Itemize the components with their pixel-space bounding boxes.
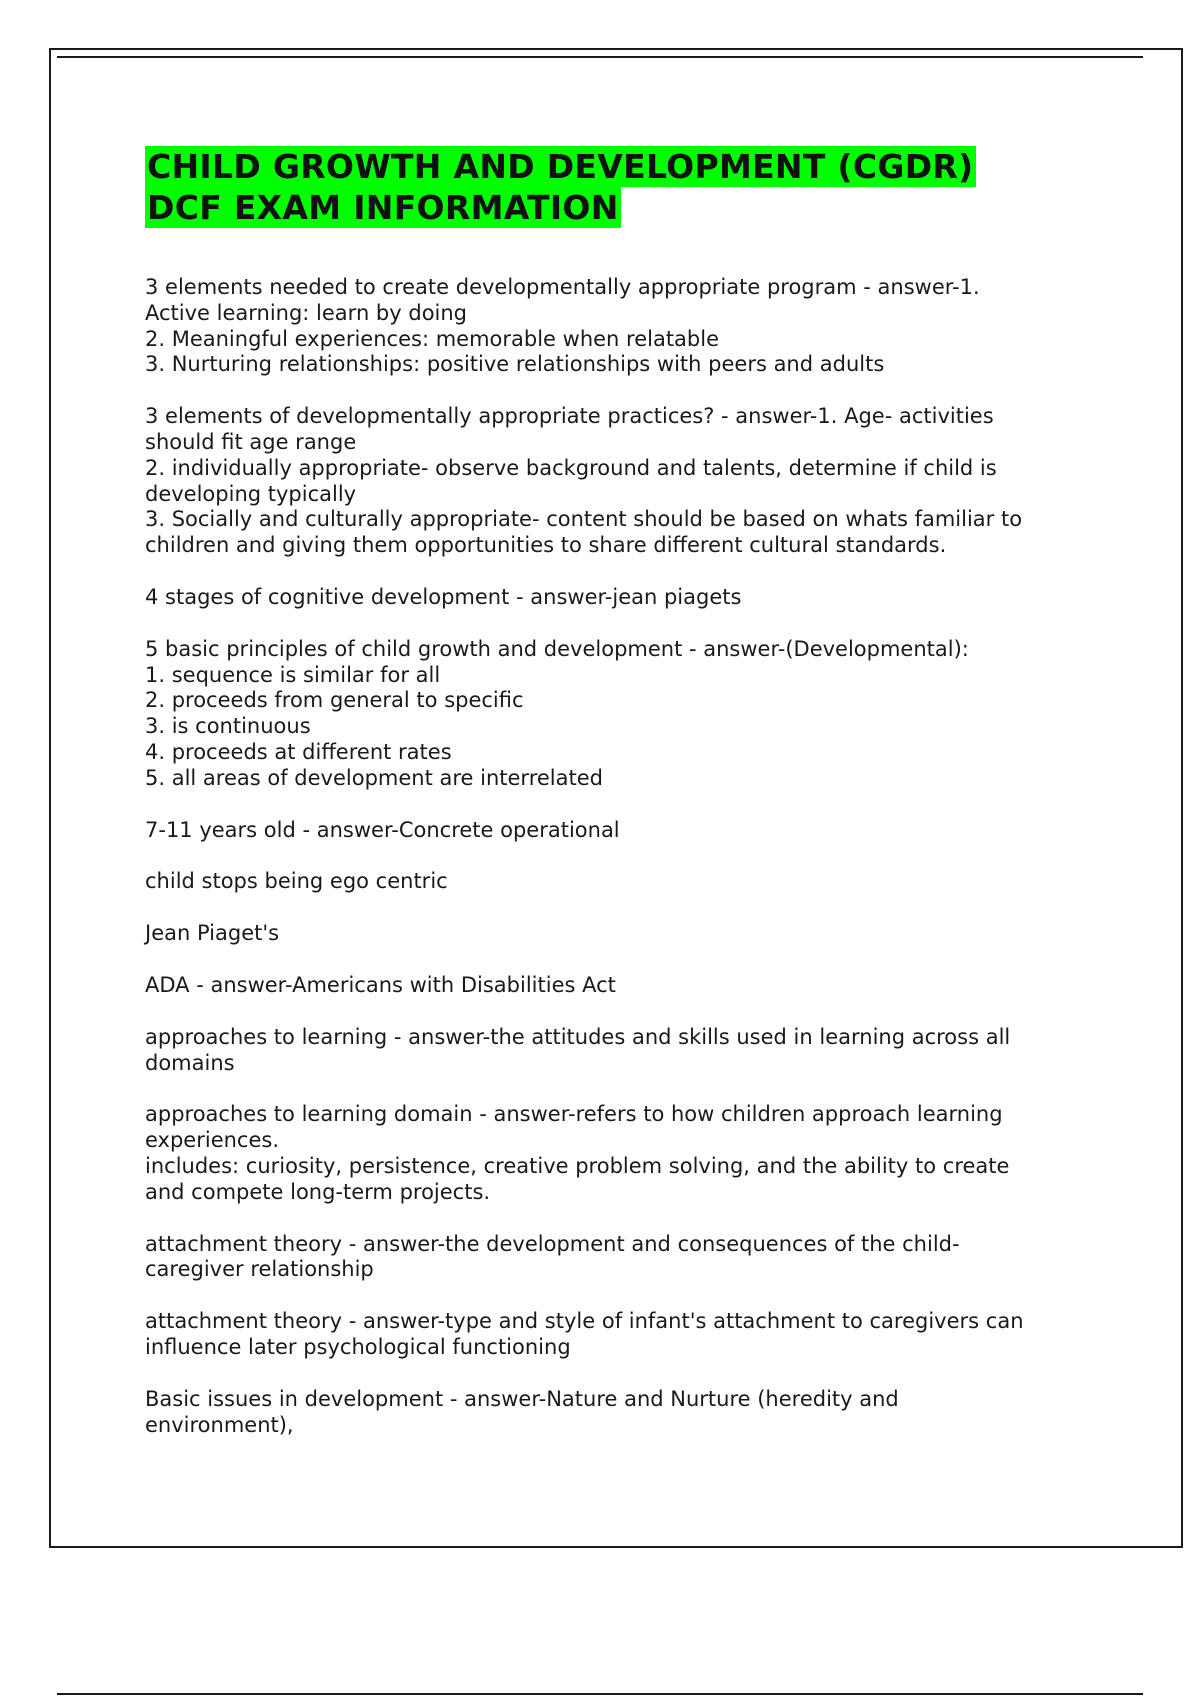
entry-line: should fit age range xyxy=(145,429,357,454)
entry-line: environment), xyxy=(145,1412,294,1437)
entry-line: Jean Piaget's xyxy=(145,921,280,946)
qa-entry xyxy=(145,818,1085,844)
document-title xyxy=(145,146,1085,228)
entry-line: 2. Meaningful experiences: memorable when relatable xyxy=(145,326,720,351)
document-body xyxy=(145,146,1085,1464)
entry-line: developing typically xyxy=(145,481,357,506)
entry-line: approaches to learning - answer-the attitudes and skills used in learning across all xyxy=(145,1024,1011,1049)
qa-entry xyxy=(145,1387,1085,1439)
entry-line: 7-11 years old - answer-Concrete operational xyxy=(145,817,620,842)
qa-entry xyxy=(145,404,1085,559)
entry-line: influence later psychological functioning xyxy=(145,1334,571,1359)
entry-line: and compete long-term projects. xyxy=(145,1179,491,1204)
entry-line: domains xyxy=(145,1050,235,1075)
title-line: CHILD GROWTH AND DEVELOPMENT (CGDR) xyxy=(147,147,974,186)
entry-line: Basic issues in development - answer-Nature and Nurture (heredity and xyxy=(145,1386,899,1411)
entry-line: 2. proceeds from general to specific xyxy=(145,688,524,713)
entry-line: 3. Nurturing relationships: positive relationships with peers and adults xyxy=(145,352,885,377)
entry-line: experiences. xyxy=(145,1128,280,1153)
qa-entry xyxy=(145,1232,1085,1284)
entry-line: 4 stages of cognitive development - answer-jean piagets xyxy=(145,584,742,609)
qa-entry xyxy=(145,921,1085,947)
entry-line: caregiver relationship xyxy=(145,1257,374,1282)
qa-entry xyxy=(145,275,1085,378)
entry-line: approaches to learning domain - answer-refers to how children approach learning xyxy=(145,1102,1003,1127)
qa-entry xyxy=(145,1102,1085,1205)
entry-line: 2. individually appropriate- observe background and talents, determine if child is xyxy=(145,455,997,480)
title-line: DCF EXAM INFORMATION xyxy=(147,188,619,227)
entry-line: 3. is continuous xyxy=(145,714,311,739)
qa-entry xyxy=(145,869,1085,895)
entry-line: 3 elements of developmentally appropriate practices? - answer-1. Age- activities xyxy=(145,404,994,429)
entry-line: 3 elements needed to create developmentally appropriate program - answer-1. xyxy=(145,275,980,299)
entry-line: 5 basic principles of child growth and development - answer-(Developmental): xyxy=(145,636,969,661)
entry-line: 3. Socially and culturally appropriate- content should be based on whats familiar to xyxy=(145,507,1023,532)
qa-entry xyxy=(145,1025,1085,1077)
entry-line: ADA - answer-Americans with Disabilities Act xyxy=(145,972,616,997)
entry-line: 1. sequence is similar for all xyxy=(145,662,441,687)
qa-entry xyxy=(145,585,1085,611)
entry-line: attachment theory - answer-type and style of infant's attachment to caregivers can xyxy=(145,1309,1024,1334)
entry-line: includes: curiosity, persistence, creative problem solving, and the ability to create xyxy=(145,1153,1010,1178)
top-rule xyxy=(57,56,1143,58)
entry-line: attachment theory - answer-the development and consequences of the child- xyxy=(145,1231,960,1256)
bottom-rule xyxy=(57,1693,1143,1695)
entry-line: Active learning: learn by doing xyxy=(145,300,468,325)
entry-line: 5. all areas of development are interrelated xyxy=(145,765,603,790)
entry-line: child stops being ego centric xyxy=(145,869,448,894)
qa-entry xyxy=(145,1309,1085,1361)
entry-line: 4. proceeds at different rates xyxy=(145,739,452,764)
entry-line: children and giving them opportunities to share different cultural standards. xyxy=(145,533,947,558)
qa-entry xyxy=(145,637,1085,792)
qa-entry xyxy=(145,973,1085,999)
qa-entry-list xyxy=(145,275,1085,1438)
